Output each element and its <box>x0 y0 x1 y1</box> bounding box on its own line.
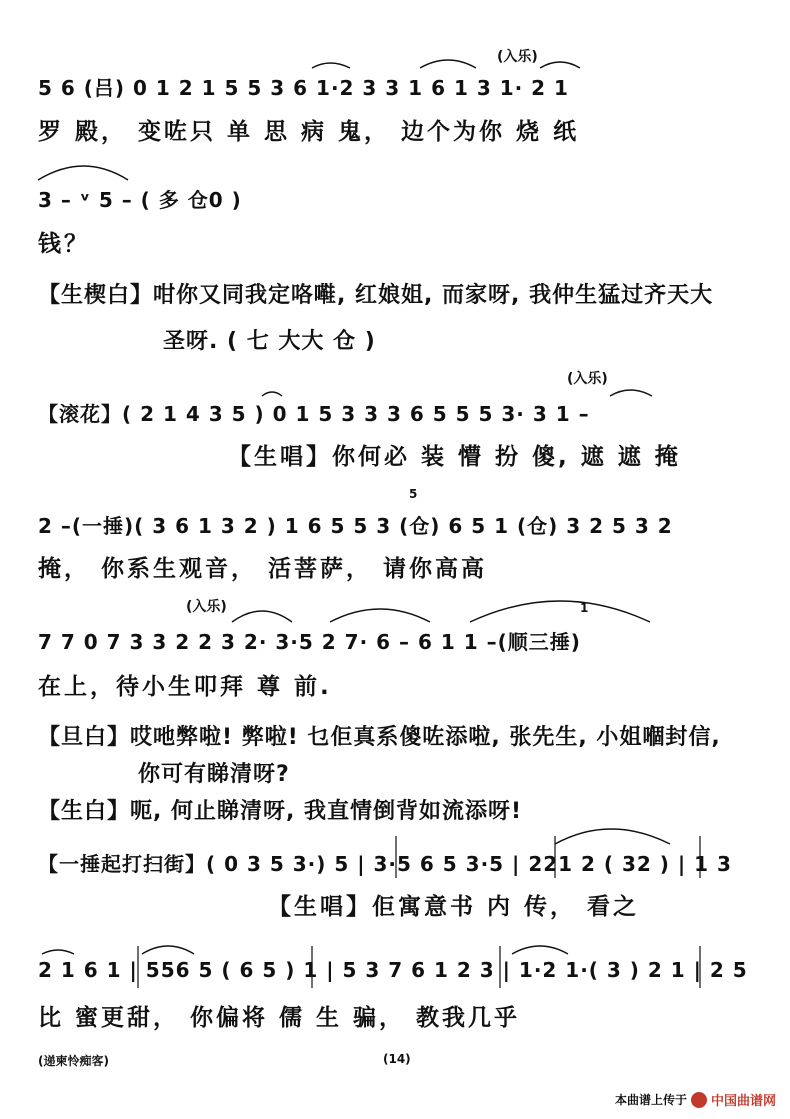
role-label: 【旦白】 <box>38 725 131 750</box>
grace-note: 5 <box>409 487 418 501</box>
lyrics-line-5: 在上，待小生叩拜 尊 前. <box>38 674 332 700</box>
spoken-dialogue-1 <box>38 278 713 309</box>
notation-line-6: 【一捶起打扫街】( 0 3 5 3·) 5 | 3·5 6 5 3·5 | 221 2 ( 32 ) | 1 3 <box>38 852 732 876</box>
lyrics-line-4: 掩， 你系生观音， 活菩萨， 请你高高 <box>38 556 488 582</box>
role-label: 【生楔白】 <box>38 283 154 308</box>
notation-line-4: 2 –(一捶)( 3 6 1 3 2 ) 1 6 5 5 3 (仓) 6 5 1 (仓) 3 2 5 3 2 <box>38 514 673 538</box>
lyrics-line-2: 钱？ <box>38 231 90 257</box>
site-name: 中国曲谱网 <box>710 1094 776 1109</box>
entry-music-annotation: (入乐) <box>497 49 538 65</box>
upload-note: 本曲谱上传于 <box>614 1093 687 1107</box>
grace-note: 1 <box>580 601 589 615</box>
lyrics-line-1: 罗 殿， 变咗只 单 思 病 鬼， 边个为你 烧 纸 <box>38 119 580 145</box>
notation-line-2: 3 – ᵛ 5 – ( 多 仓0 ) <box>38 188 242 212</box>
lyrics-line-6: 【生唱】佢寓意书 内 传， 看之 <box>268 894 640 920</box>
spoken-dialogue-2-cont: 你可有睇清呀? <box>138 762 290 787</box>
notation-line-7: 2 1 6 1 | 556 5 ( 6 5 ) 1 | 5 3 7 6 1 2 3 | 1·2 1·( 3 ) 2 1 | 2 5 <box>38 958 748 982</box>
page-number: (14) <box>383 1052 411 1066</box>
entry-music-annotation: (入乐) <box>186 599 227 615</box>
spoken-dialogue-3 <box>38 794 522 825</box>
notation-line-1: 5 6 (吕) 0 1 2 1 5 5 3 6 1·2 3 3 1 6 1 3 1· 2 1 <box>38 76 569 100</box>
entry-music-annotation: (入乐) <box>567 371 608 387</box>
dialogue-text: 咁你又同我定咯嚡, 红娘姐, 而家呀, 我仲生猛过齐天大 <box>153 283 714 308</box>
spoken-dialogue-1-cont: 圣呀. ( 七 大大 仓 ) <box>163 329 376 354</box>
dialogue-text: 呃, 何止睇清呀, 我直情倒背如流添呀! <box>130 799 523 824</box>
dialogue-text: 哎吔弊啦! 弊啦! 乜佢真系傻咗添啦, 张先生, 小姐嗰封信, <box>130 725 721 750</box>
footer-title: (递柬怜痴客) <box>38 1054 109 1068</box>
lyrics-line-7: 比 蜜更甜， 你偏将 儒 生 骗， 教我几乎 <box>38 1005 521 1031</box>
logo-icon <box>691 1092 707 1108</box>
role-label: 【生白】 <box>38 799 131 824</box>
notation-line-3: 【滚花】( 2 1 4 3 5 ) 0 1 5 3 3 3 6 5 5 5 3· 3 1 – <box>38 402 590 426</box>
lyrics-line-3: 【生唱】你何必 装 懵 扮 傻, 遮 遮 掩 <box>228 444 681 470</box>
spoken-dialogue-2 <box>38 720 721 751</box>
notation-line-5: 7 7 0 7 3 3 2 2 3 2· 3·5 2 7· 6 – 6 1 1 –(顺三捶) <box>38 630 581 654</box>
site-logo <box>615 1090 776 1109</box>
